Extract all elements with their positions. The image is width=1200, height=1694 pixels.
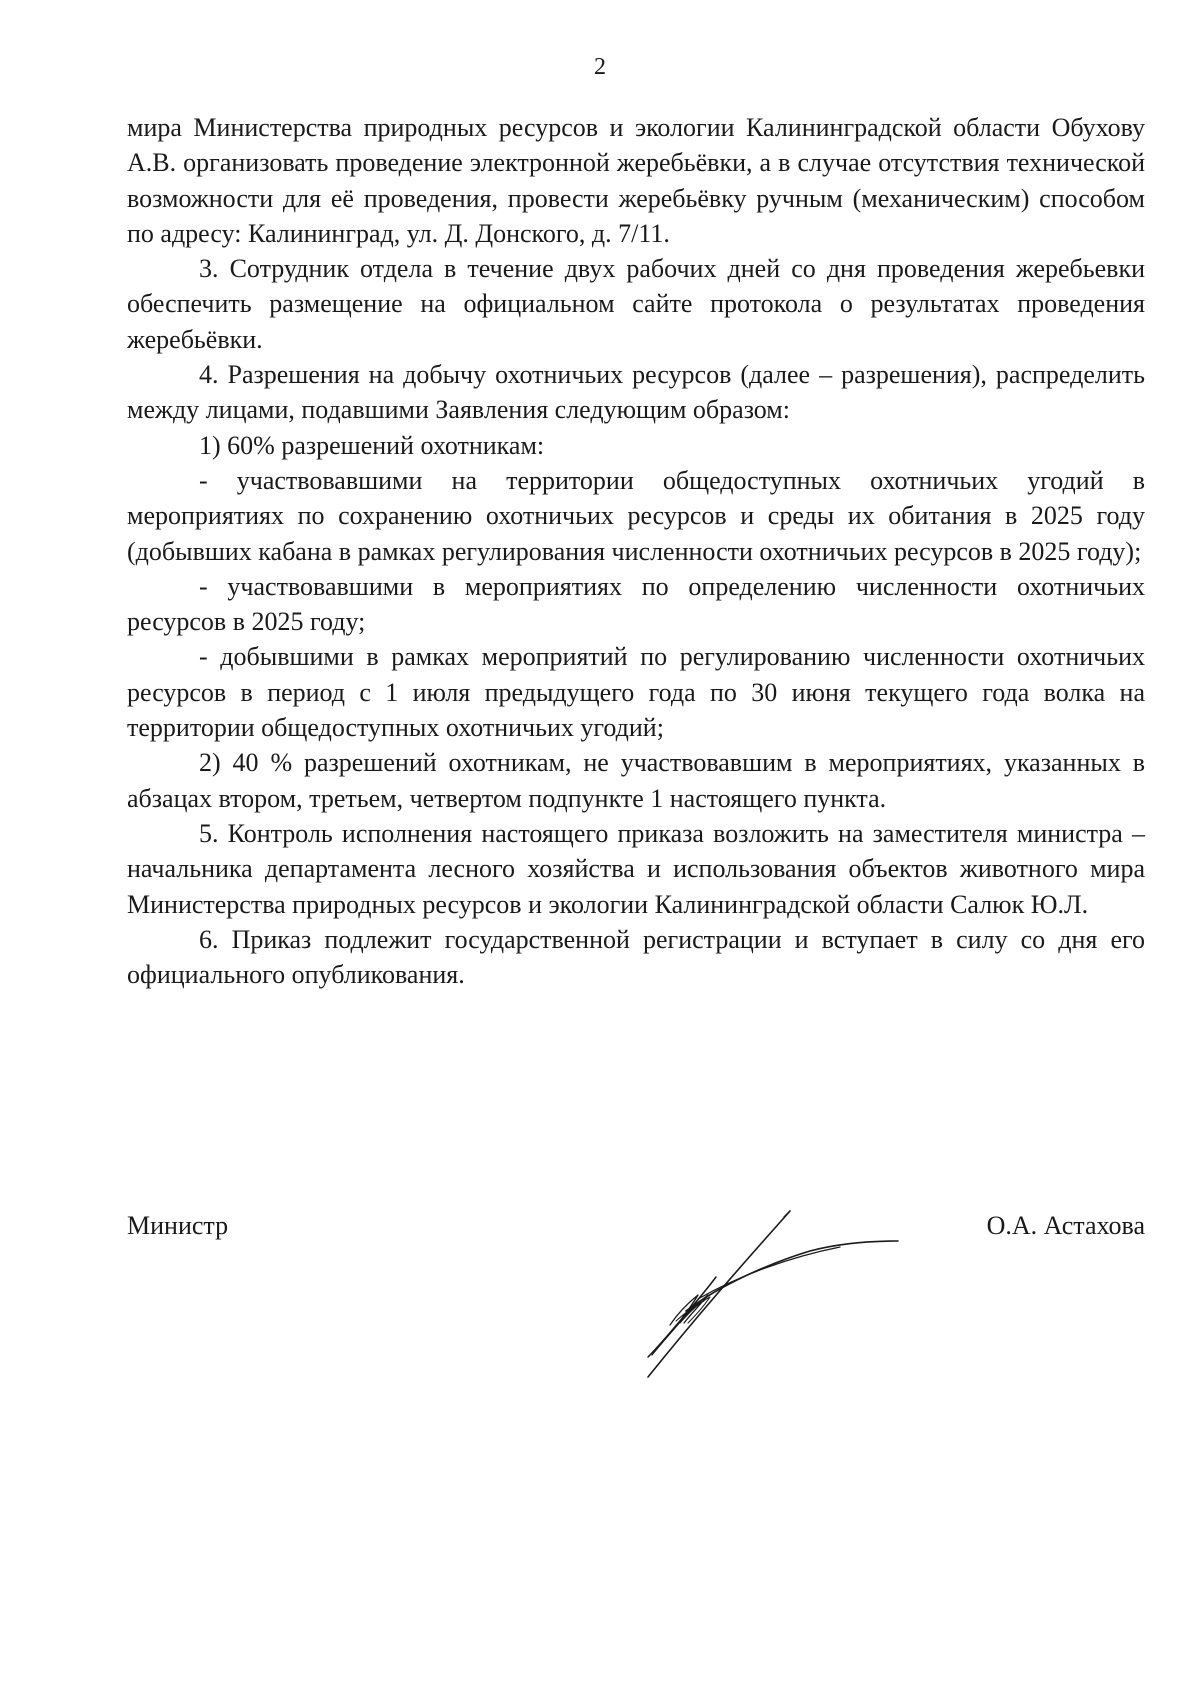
signatory-title: Министр [127,1211,229,1240]
handwritten-signature [640,1205,910,1385]
subitem-1-dash-3: - добывшими в рамках мероприятий по регулированию численности охотничьих ресурсов в период с 1 июля предыдущего года по 30 июня текущего года волка на территории общедоступных охотничьих угодий; [127,642,1145,743]
paragraph-item-6: 6. Приказ подлежит государственной регистрации и вступает в силу со дня его официального опубликования. [127,924,1145,990]
subitem-1-dash-2: - участвовавшими в мероприятиях по определению численности охотничьих ресурсов в 2025 году; [127,571,1145,637]
paragraph-continuation: мира Министерства природных ресурсов и экологии Калининградской области Обухову А.В. организовать проведение электронной жеребьёвки, а в случае отсутствия технической возможности для её проведения, провести жеребьёвку ручным (механическим) способом по адресу: Калининград, ул. Д. Донского, д. 7/11. [127,113,1145,248]
paragraph-item-4: 4. Разрешения на добычу охотничьих ресурсов (далее – разрешения), распределить между лицами, подавшими Заявления следующим образом: [127,360,1145,425]
subitem-1: 1) 60% разрешений охотникам: [199,430,545,460]
subitem-1-dash-1: - участвовавшими на территории общедоступных охотничьих угодий в мероприятиях по сохранению охотничьих ресурсов и среды их обитания в 2025 году (добывших кабана в рамках регулирования численности охотничьих ресурсов в 2025 году); [127,465,1145,566]
paragraph-item-5: 5. Контроль исполнения настоящего приказа возложить на заместителя министра – начальника департамента лесного хозяйства и использования объектов животного мира Министерства природных ресурсов и экологии Калининградской области Салюк Ю.Л. [127,818,1145,919]
paragraph-item-3: 3. Сотрудник отдела в течение двух рабочих дней со дня проведения жеребьевки обеспечить размещение на официальном сайте протокола о результатах проведения жеребьёвки. [127,254,1145,354]
signatory-name: О.А. Астахова [986,1211,1145,1240]
page-number: 2 [594,54,606,80]
subitem-2: 2) 40 % разрешений охотникам, не участвовавшим в мероприятиях, указанных в абзацах втором, третьем, четвертом подпункте 1 настоящего пункта. [127,748,1145,813]
document-body [127,110,1145,992]
